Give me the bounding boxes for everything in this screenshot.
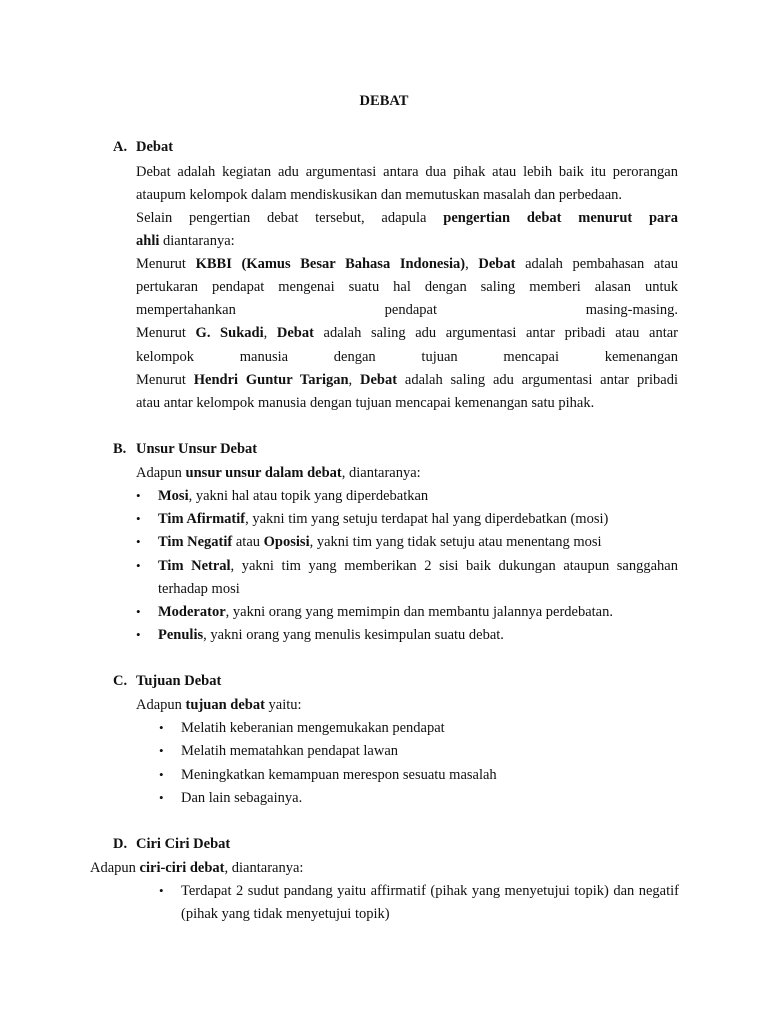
paragraph-line: pertukaran pendapat mengenai suatu hal dengan saling memberi alasan untuk (136, 279, 678, 295)
paragraph-line: Debat adalah kegiatan adu argumentasi antara dua pihak atau lebih baik itu perorangan (136, 164, 678, 180)
paragraph-line: Menurut G. Sukadi, Debat adalah saling adu argumentasi antar pribadi atau antar (136, 325, 678, 341)
bullet-icon: • (159, 743, 164, 758)
paragraph-line: atau antar kelompok manusia dengan tujuan mencapai kemenangan satu pihak. (136, 395, 595, 411)
bullet-icon: • (159, 790, 164, 805)
bullet-icon: • (159, 767, 164, 782)
bullet-icon: • (136, 558, 141, 573)
section-title: Ciri Ciri Debat (136, 836, 231, 852)
section-c-heading (113, 673, 221, 690)
paragraph-line: Menurut KBBI (Kamus Besar Bahasa Indonesia), Debat adalah pembahasan atau (136, 256, 678, 272)
section-letter: B. (113, 441, 127, 457)
bullet-icon: • (136, 488, 141, 503)
section-letter: A. (113, 139, 128, 155)
bullet-icon: • (159, 883, 164, 898)
paragraph-line: ataupum kelompok dalam mendiskusikan dan memutuskan masalah dan perbedaan. (136, 187, 623, 203)
paragraph-line: Adapun unsur unsur dalam debat, diantaranya: (136, 465, 421, 481)
page-title: DEBAT (359, 93, 409, 109)
paragraph-line: kelompok manusia dengan tujuan mencapai kemenangan (136, 349, 678, 365)
paragraph-line: Selain pengertian debat tersebut, adapula pengertian debat menurut para (136, 210, 678, 226)
bullet-icon: • (136, 534, 141, 549)
bullet-icon: • (159, 720, 164, 735)
paragraph-line: Adapun tujuan debat yaitu: (136, 697, 302, 713)
bullet-icon: • (136, 604, 141, 619)
section-letter: C. (113, 673, 128, 689)
section-d-heading (113, 836, 230, 853)
section-b-heading (113, 441, 257, 458)
section-a-heading (113, 139, 173, 156)
paragraph-line: Menurut Hendri Guntur Tarigan, Debat adalah saling adu argumentasi antar pribadi (136, 372, 679, 388)
bullet-icon: • (136, 627, 141, 642)
section-letter: D. (113, 836, 128, 852)
paragraph-line: mempertahankan pendapat masing-masing. (136, 302, 678, 318)
paragraph-line: Adapun ciri-ciri debat, diantaranya: (90, 860, 304, 876)
paragraph-line: ahli diantaranya: (136, 233, 235, 249)
bullet-icon: • (136, 511, 141, 526)
section-title: Unsur Unsur Debat (136, 441, 258, 457)
section-title: Debat (136, 139, 174, 155)
document-page: DEBAT A. Debat Debat adalah kegiatan adu argumentasi antara dua pihak atau lebih baik itu perorangan ataupum kelompok dalam mendiskusikan dan memutuskan masalah dan perbedaan. Selain pengertian debat tersebut, adapula pengertian debat menurut para ahli diantaranya: Menurut KBBI (Kamus Besar Bahasa Indonesia), Debat adalah pembahasan atau pertukaran pendapat mengenai suatu hal dengan saling memberi alasan untuk mempertahankan pendapat masing-masing. Menurut G. Sukadi, Debat adalah saling adu argumentasi antar pribadi atau antar kelompok manusia dengan tujuan mencapai kemenangan Menurut Hendri Guntur Tarigan, Debat adalah saling adu argumentasi antar pribadi atau antar kelompok manusia dengan tujuan mencapai kemenangan satu pihak. B. Unsur Unsur Debat Adapun unsur unsur dalam debat, diantaranya: • Mosi, yakni hal atau topik yang diperdebatkan • Tim Afirmatif, yakni tim yang setuju terdapat hal yang diperdebatkan (mosi) • Tim Negatif atau Oposisi, yakni tim yang tidak setuju atau menentang mosi • Tim Netral, yakni tim yang memberikan 2 sisi baik dukungan ataupun sanggahan terhadap mosi • Moderator, yakni orang yang memimpin dan membantu jalannya perdebatan. • Penulis, yakni orang yang menulis kesimpulan suatu debat. C. Tujuan Debat Adapun tujuan debat yaitu: • Melatih keberanian mengemukakan pendapat • Melatih mematahkan pendapat lawan • Meningkatkan kemampuan merespon sesuatu masalah • Dan lain sebagainya. D. Ciri Ciri Debat Adapun ciri-ciri debat, diantaranya: • Terdapat 2 sudut pandang yaitu affirmatif (pihak yang menyetujui topik) dan negatif (pihak yang tidak menyetujui topik) (0, 0, 768, 1024)
section-title: Tujuan Debat (136, 673, 222, 689)
